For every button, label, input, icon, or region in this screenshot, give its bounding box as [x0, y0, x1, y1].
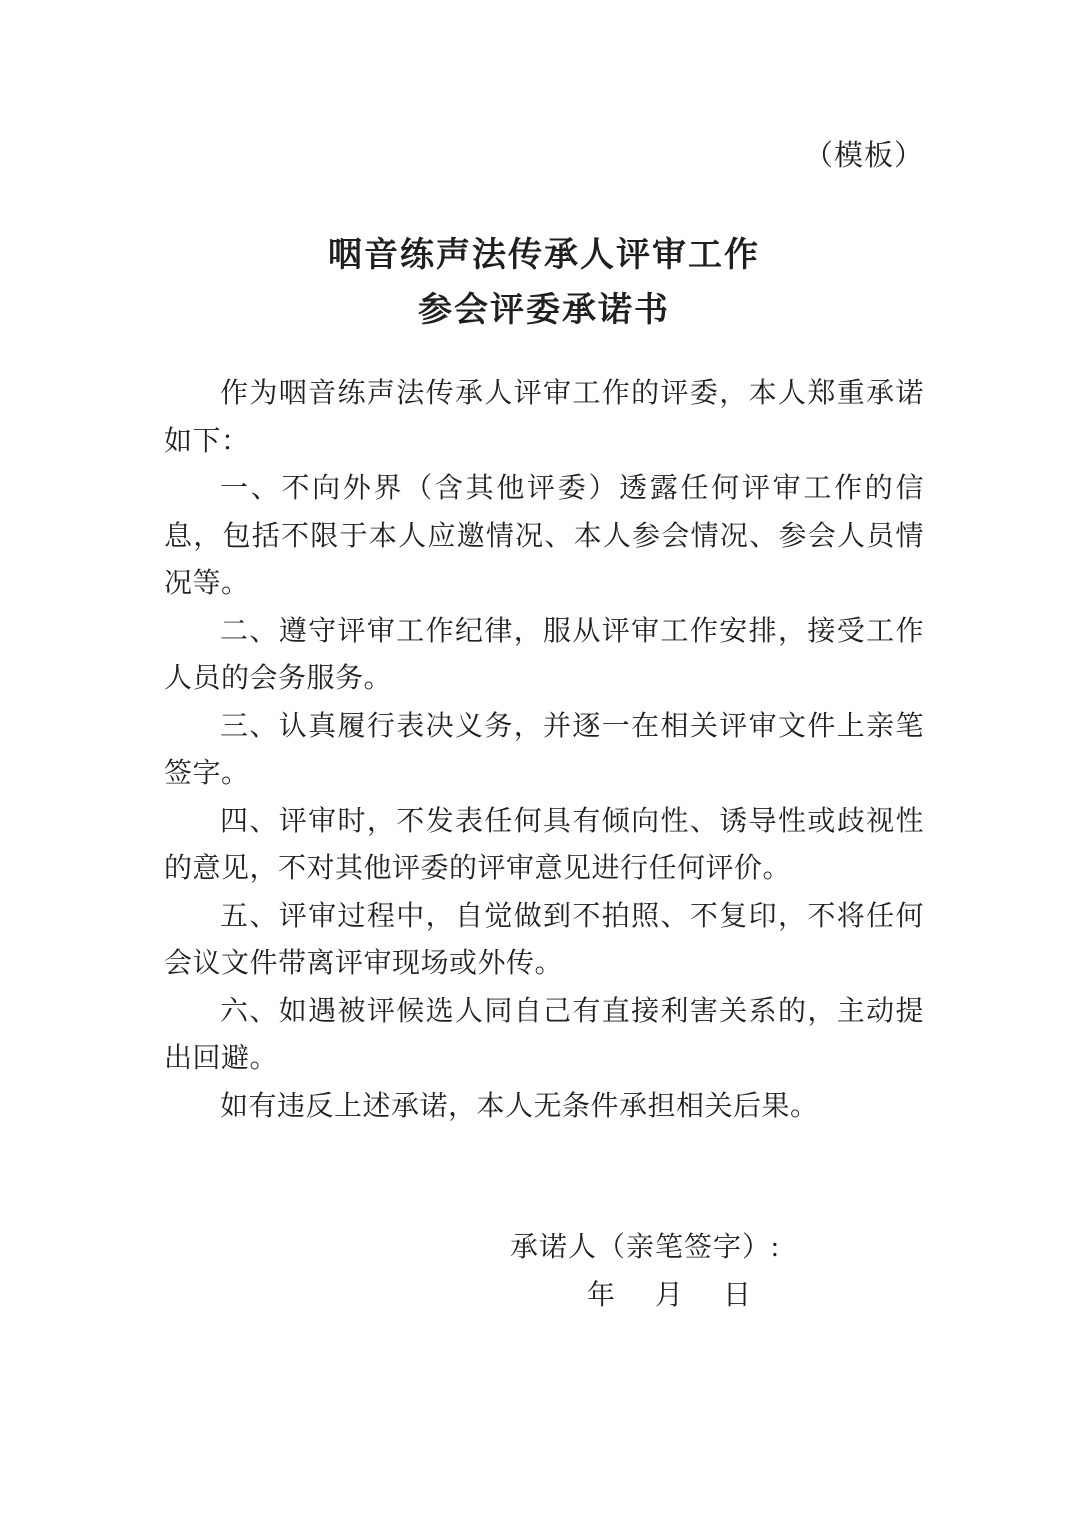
document-title [164, 228, 924, 338]
closing-paragraph: 如有违反上述承诺，本人无条件承担相关后果。 [220, 1090, 819, 1122]
signature-block [164, 1224, 924, 1319]
clause-4-paragraph: 四、评审时，不发表任何具有倾向性、诱导性或歧视性的意见，不对其他评委的评审意见进行任何评价。 [164, 805, 924, 884]
template-label: （模板） [803, 140, 924, 172]
clause-1-paragraph: 一、不向外界（含其他评委）透露任何评审工作的信息，包括不限于本人应邀情况、本人参会情况、参会人员情况等。 [164, 473, 924, 599]
clause-5-paragraph: 五、评审过程中，自觉做到不拍照、不复印，不将任何会议文件带离评审现场或外传。 [164, 900, 924, 979]
intro-paragraph: 作为咽音练声法传承人评审工作的评委，本人郑重承诺如下： [164, 378, 924, 457]
date-placeholder: 年 月 日 [587, 1279, 758, 1311]
clause-2-paragraph: 二、遵守评审工作纪律，服从评审工作安排，接受工作人员的会务服务。 [164, 615, 924, 694]
clause-3-paragraph: 三、认真履行表决义务，并逐一在相关评审文件上亲笔签字。 [164, 710, 924, 789]
document-body [164, 370, 924, 1130]
document-title-line1: 咽音练声法传承人评审工作 [328, 236, 760, 274]
clause-6-paragraph: 六、如遇被评候选人同自己有直接利害关系的，主动提出回避。 [164, 995, 924, 1074]
signer-label: 承诺人（亲笔签字）: [510, 1232, 780, 1263]
document-title-line2: 参会评委承诺书 [418, 291, 670, 329]
